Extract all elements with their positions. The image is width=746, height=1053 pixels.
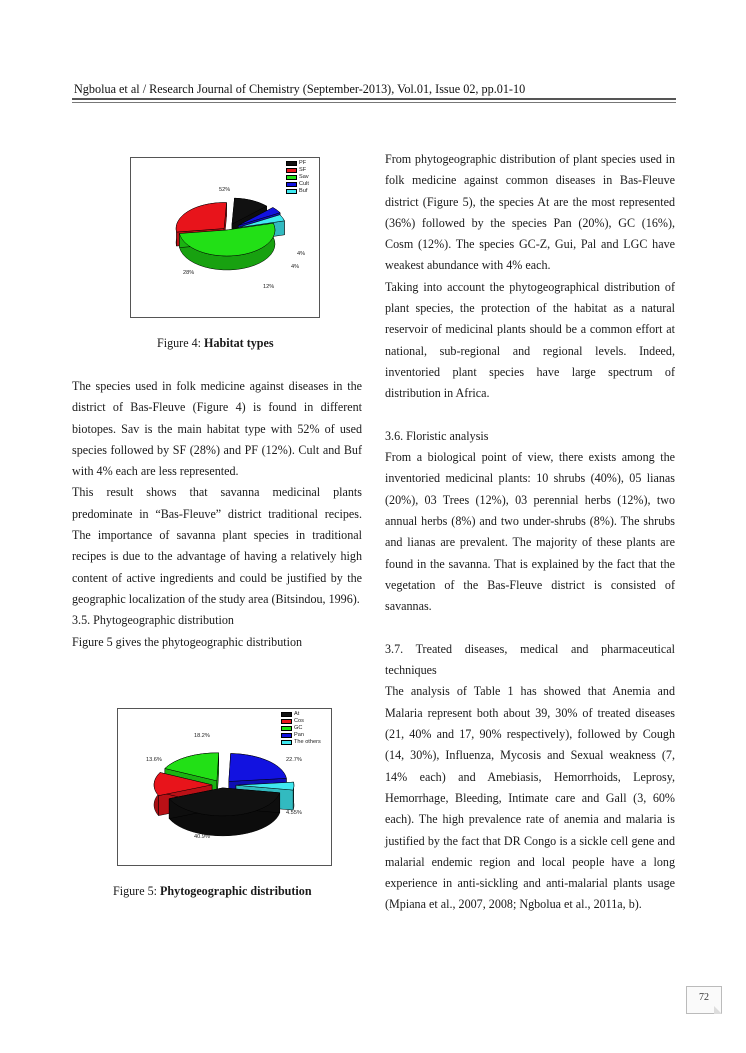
legend-label: Cult xyxy=(299,181,309,187)
right-paragraph: The analysis of Table 1 has showed that Anemia and Malaria represent both about 39, 30% of treated diseases (21, 40% and 17, 90% respectively), followed by Cough (14, 30%), Influenza, Mycosis and Sexual weakness (7, 14% each) and Amebiasis, Hemorrhoids, Leprosy, Hemorrhage, Bleeding, Intimate care and Gall (3, 60% each). The high prevalence rate of anemia and malaria is justified by the fact that DR Congo is a sickle cell gene and malarial endemic region and local people have a long experience in anti-sickling and anti-malarial plants usage (Mpiana et al., 2007, 2008; Ngbolua et al., 2011a, b). xyxy=(385,684,675,912)
figure-5-legend xyxy=(281,711,321,746)
legend-swatch xyxy=(286,175,297,180)
fig5-label-pan: 22.7% xyxy=(286,757,302,763)
legend-item xyxy=(286,181,309,188)
right-paragraph: From phytogeographic distribution of plant species used in folk medicine against common diseases in Bas-Fleuve district (Figure 5), the species At are the most represented (36%) followed by the species Pan (20%), GC (16%), Cosm (12%). The species GC-Z, Gui, Pal and LGC have weakest abundance with 4% each. xyxy=(385,152,675,273)
legend-swatch xyxy=(286,168,297,173)
legend-swatch xyxy=(281,733,292,738)
figure-4-chart xyxy=(130,157,320,318)
figure-5-chart xyxy=(117,708,332,866)
legend-swatch xyxy=(281,740,292,745)
legend-label: Sav xyxy=(299,174,309,180)
left-paragraph: 3.5. Phytogeographic distribution xyxy=(72,613,234,628)
running-header: Ngbolua et al / Research Journal of Chemistry (September-2013), Vol.01, Issue 02, pp.01-10 xyxy=(74,82,526,96)
fig5-label-at: 40.9% xyxy=(194,834,210,840)
right-paragraph: From a biological point of view, there exists among the inventoried medicinal plants: 10 shrubs (40%), 05 lianas (20%), 03 Trees (12%), 03 perennial herbs (12%), two annual herbs (8%) and two under-shrubs (8%). The shrubs and lianas are prevalent. The majority of these plants are found in the savanna. That is explained by the fact that the vegetation of the Bas-Fleuve district is consisted of savannas. xyxy=(385,450,675,614)
legend-item xyxy=(286,188,309,195)
figure-4-legend xyxy=(286,160,309,195)
paragraph-gap xyxy=(385,405,675,426)
legend-label: PF xyxy=(299,160,307,166)
legend-item xyxy=(281,725,321,732)
legend-item xyxy=(281,739,321,746)
fig5-label-gc: 18.2% xyxy=(194,733,210,739)
legend-swatch xyxy=(281,719,292,724)
legend-swatch xyxy=(286,161,297,166)
legend-item xyxy=(286,167,309,174)
page-number xyxy=(686,986,722,1014)
legend-label: GC xyxy=(294,725,303,731)
legend-label: The others xyxy=(294,739,321,745)
fig4-label-sf: 28% xyxy=(183,270,195,276)
legend-item xyxy=(281,732,321,739)
fig5-label-others: 4.55% xyxy=(286,810,302,816)
legend-swatch xyxy=(286,182,297,187)
pie-slice-at xyxy=(169,788,280,836)
left-paragraph: The species used in folk medicine against diseases in the district of Bas-Fleuve (Figure 4) is found in different biotopes. Sav is the main habitat type with 52% of used species followed by SF (28%) and PF (12%). Cult and Buf with 4% each are less represented. xyxy=(72,379,362,479)
legend-item xyxy=(281,711,321,718)
right-paragraph: 3.7. Treated diseases, medical and pharmaceutical techniques xyxy=(385,641,675,678)
left-paragraph: Figure 5 gives the phytogeographic distribution xyxy=(72,634,303,649)
header-rule xyxy=(72,98,676,100)
left-paragraph: This result shows that savanna medicinal plants predominate in “Bas-Fleuve” district traditional recipes. The importance of savanna plant species in traditional recipes is due to the advantage of having a relatively high content of active ingredients and could be justified by the geographic localization of the study area (Bitsindou, 1996). xyxy=(72,485,362,606)
right-paragraph: 3.6. Floristic analysis xyxy=(385,428,489,443)
figure-4-caption: Figure 4: Habitat types xyxy=(157,336,274,350)
header-rule-thin xyxy=(72,102,676,103)
left-column-text xyxy=(72,376,362,653)
legend-swatch xyxy=(281,726,292,731)
fig5-label-cos: 13.6% xyxy=(146,757,162,763)
page-number-text: 72 xyxy=(699,992,709,1003)
fig4-label-sav: 52% xyxy=(219,187,231,193)
fig4-label-buf: 4% xyxy=(291,264,300,270)
fig4-label-pf: 12% xyxy=(263,284,275,290)
right-paragraph: Taking into account the phytogeographical distribution of plant species, the protection of the habitat as a natural reservoir of medicinal plants should be a common effort at national, sub-regional and regional levels. Indeed, inventoried plant species have large spectrum of distribution in Africa. xyxy=(385,279,675,401)
legend-label: Buf xyxy=(299,188,308,194)
legend-item xyxy=(286,174,309,181)
right-column-text xyxy=(385,149,675,916)
paragraph-gap xyxy=(385,618,675,639)
figure-5-caption: Figure 5: Phytogeographic distribution xyxy=(113,884,312,898)
legend-swatch xyxy=(286,189,297,194)
legend-label: At xyxy=(294,711,300,717)
legend-item xyxy=(286,160,309,167)
legend-label: SF xyxy=(299,167,307,173)
fig4-label-cult: 4% xyxy=(297,251,306,257)
legend-item xyxy=(281,718,321,725)
legend-label: Cos xyxy=(294,718,304,724)
legend-swatch xyxy=(281,712,292,717)
legend-label: Pan xyxy=(294,732,304,738)
page-corner-fold xyxy=(714,1006,722,1014)
